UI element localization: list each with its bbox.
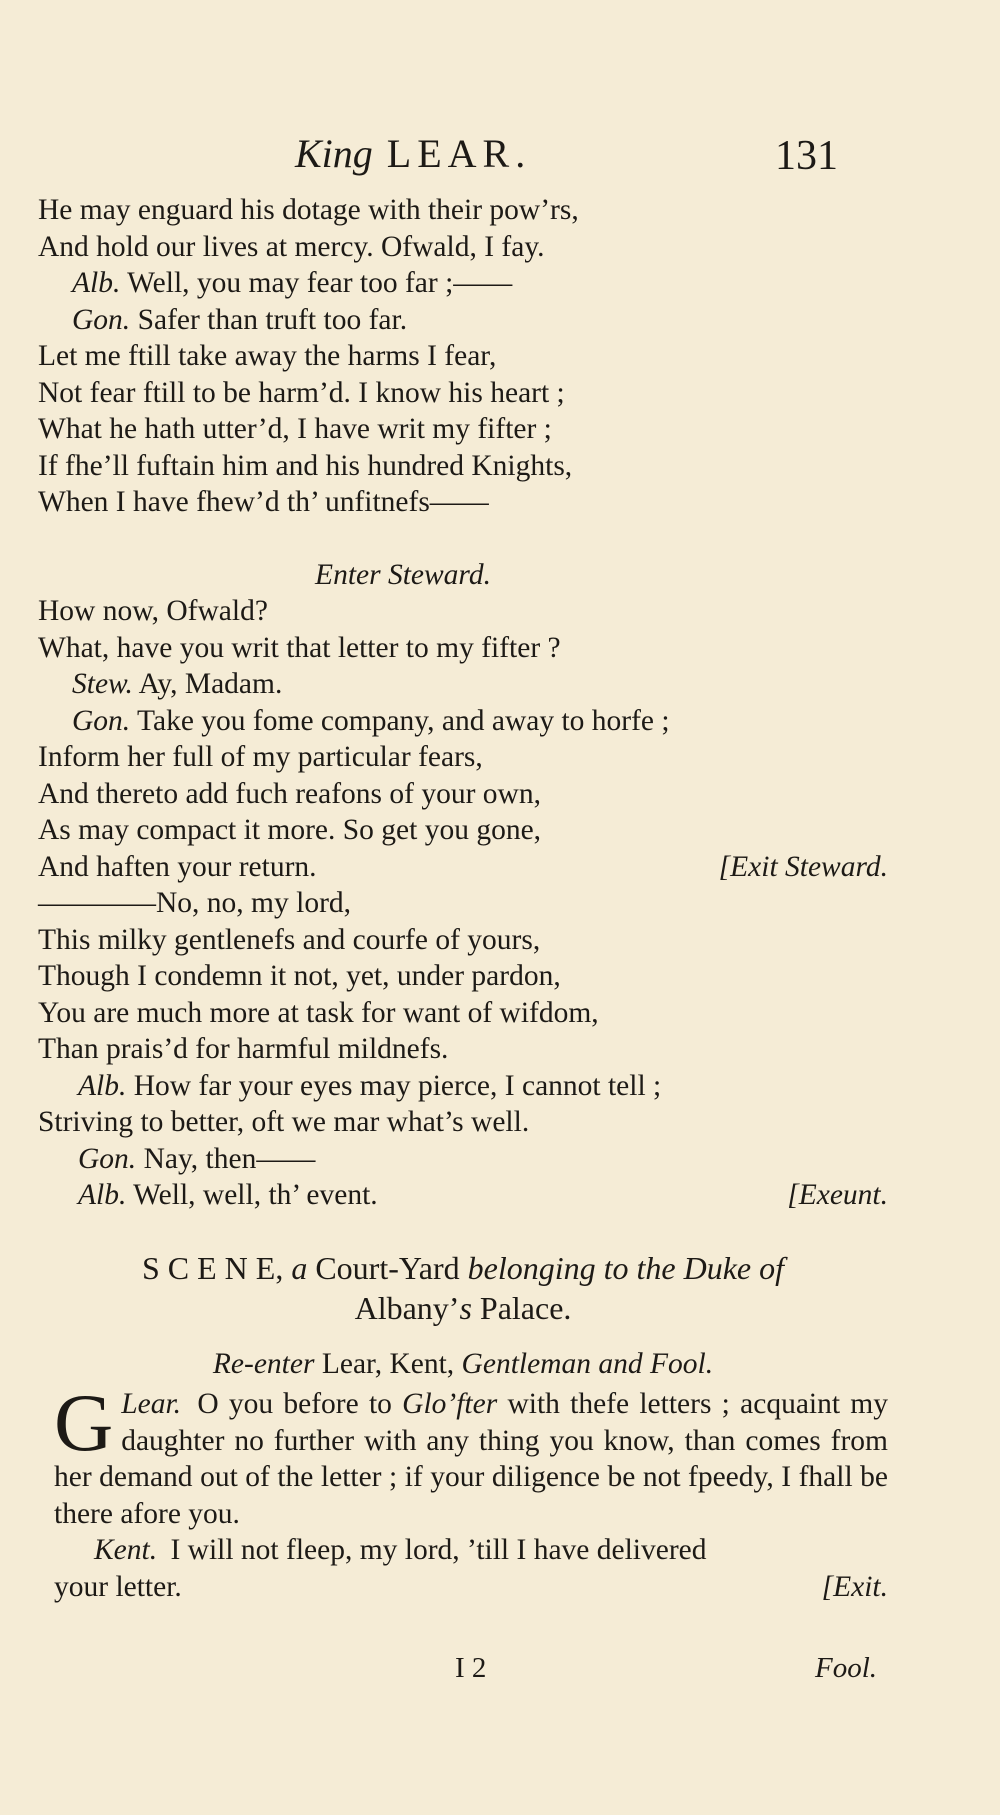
speech-text: Well, well, th’ event.	[126, 1179, 378, 1211]
verse-text: And haften your return.	[38, 850, 317, 883]
verse-line: Than prais’d for harmful mildnefs.	[38, 1033, 449, 1065]
speech-text: Well, you may fear too far ;——	[120, 267, 513, 299]
stage-direction-reenter	[38, 1346, 888, 1383]
verse-line: He may enguard his dotage with their pow’rs,	[38, 194, 579, 226]
scene-place: Court-Yard	[307, 1249, 460, 1286]
kent-speech-end	[54, 1569, 888, 1606]
page-number: 131	[775, 133, 838, 179]
running-title-italic: King	[295, 131, 373, 176]
reenter-names: Lear, Kent,	[314, 1347, 455, 1380]
speaker-name: Alb.	[72, 267, 121, 299]
speech-text: I will not fleep, my lord, ’till I have delivered	[163, 1534, 707, 1566]
speech-text: Safer than truft too far.	[130, 303, 408, 336]
running-title	[295, 130, 531, 177]
drop-cap: G	[54, 1377, 114, 1468]
speaker-name: Lear.	[121, 1388, 182, 1420]
reenter-word: Re-enter	[212, 1347, 315, 1380]
speaker-name: Gon.	[78, 1142, 137, 1175]
play-text	[38, 192, 888, 1605]
speaker-name: Stew.	[72, 668, 133, 700]
verse-line-with-exit	[38, 849, 888, 886]
verse-line: When I have fhew’d th’ unfitnefs——	[38, 486, 489, 518]
speech-goneril	[38, 703, 888, 740]
scene-possessive: s	[459, 1289, 472, 1326]
scene-palace: Palace.	[471, 1289, 572, 1326]
running-title-caps: LEAR.	[386, 131, 532, 176]
stage-direction-exit: [Exit Steward.	[718, 850, 888, 883]
verse-line: What he hath utter’d, I have writ my fifter ;	[38, 413, 552, 445]
speech-text: O you before to	[197, 1388, 403, 1420]
page-footer	[0, 1652, 1000, 1692]
lear-speech	[54, 1377, 888, 1532]
scene-heading-line2	[38, 1288, 888, 1328]
verse-line: How now, Ofwald?	[38, 595, 268, 627]
verse-line: This milky gentlenefs and courfe of yours,	[38, 923, 541, 956]
speech-albany	[38, 1177, 888, 1214]
speaker-name: Kent.	[94, 1534, 158, 1566]
verse-line: Though I condemn it not, yet, under pardon,	[38, 960, 561, 992]
speaker-name: Alb.	[78, 1069, 127, 1102]
catchword: Fool.	[815, 1652, 878, 1684]
character-name: Glo’fter	[402, 1388, 498, 1420]
verse-line: And thereto add fuch reafons of your own,	[38, 777, 541, 810]
speech-text: Nay, then——	[136, 1142, 316, 1175]
speech-albany	[38, 265, 888, 302]
scene-article: a	[283, 1249, 308, 1286]
reenter-others: Gentleman and Fool.	[454, 1347, 714, 1380]
running-head	[0, 130, 1000, 180]
verse-line: As may compact it more. So get you gone,	[38, 814, 542, 846]
speech-text: your letter.	[54, 1570, 182, 1603]
stage-direction-exit: [Exit.	[821, 1570, 888, 1603]
spacer	[38, 1328, 888, 1346]
speaker-name: Gon.	[72, 303, 131, 336]
verse-line: Not fear ftill to be harm’d. I know his heart ;	[38, 376, 565, 409]
stage-direction: Enter Steward.	[315, 558, 491, 591]
stage-direction-exeunt: [Exeunt.	[787, 1179, 888, 1211]
verse-line: Inform her full of my particular fears,	[38, 741, 483, 773]
verse-line: Striving to better, oft we mar what’s well.	[38, 1106, 530, 1138]
speech-albany	[38, 1068, 888, 1105]
verse-line: What, have you writ that letter to my fifter ?	[38, 631, 561, 664]
kent-speech	[54, 1532, 888, 1569]
signature-mark: I 2	[455, 1652, 487, 1684]
scene-heading	[38, 1248, 888, 1288]
spacer	[38, 1214, 888, 1248]
speech-text: Take you fome company, and away to horfe ;	[130, 704, 670, 737]
speech-text: Ay, Madam.	[132, 668, 283, 700]
scene-word: S C E N E,	[141, 1249, 284, 1286]
verse-line: ————No, no, my lord,	[38, 887, 352, 919]
verse-line: And hold our lives at mercy. Ofwald, I fay.	[38, 230, 545, 263]
speech-text: with thefe letters ; acquaint my daughter no further with any thing you know, than comes from her demand out of the letter ; if your diligence be not fpeedy, I fhall be there afore you.	[54, 1388, 888, 1530]
speech-goneril	[38, 302, 888, 339]
speaker-name: Gon.	[72, 704, 131, 737]
speaker-name: Alb.	[78, 1179, 127, 1211]
speech-text: How far your eyes may pierce, I cannot tell ;	[126, 1069, 662, 1102]
speech-goneril	[38, 1141, 888, 1178]
verse-line: Let me ftill take away the harms I fear,	[38, 340, 497, 372]
verse-line: If fhe’ll fuftain him and his hundred Knights,	[38, 449, 573, 482]
verse-line: You are much more at task for want of wifdom,	[38, 996, 599, 1029]
spacer	[38, 521, 888, 557]
speech-steward	[38, 666, 888, 703]
scene-name: Albany’	[354, 1289, 460, 1326]
scene-belonging: belonging to the Duke of	[459, 1249, 785, 1286]
